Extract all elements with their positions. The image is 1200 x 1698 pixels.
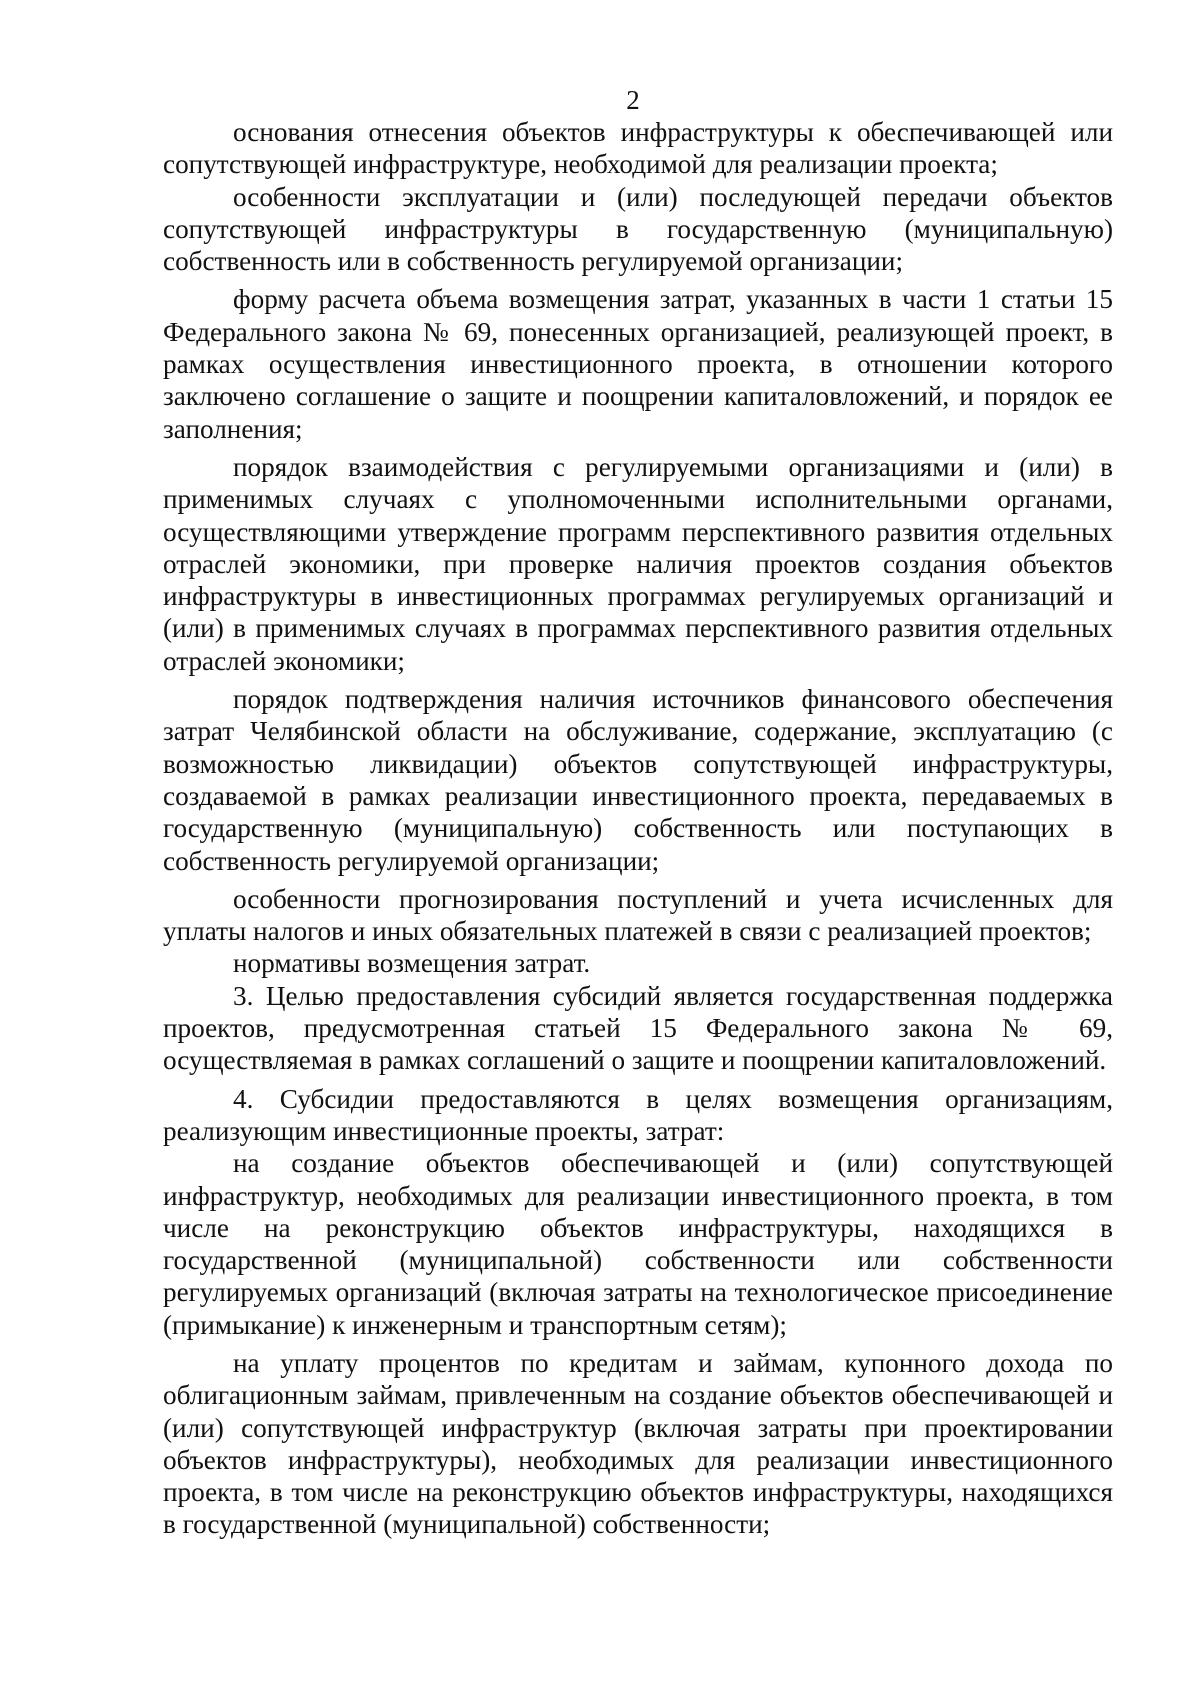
paragraph: особенности прогнозирования поступлений и учета исчисленных для уплаты налогов и иных обязательных платежей в связи с реализацией проектов; [163, 883, 1113, 947]
paragraph: форму расчета объема возмещения затрат, указанных в части 1 статьи 15 Федерального закона № 69, понесенных организацией, реализующей проект, в рамках осуществления инвестиционного проекта, в отношении которого заключено соглашение о защите и поощрении капиталовложений, и порядок ее заполнения; [163, 284, 1113, 444]
paragraph: порядок взаимодействия с регулируемыми организациями и (или) в применимых случаях с уполномоченными исполнительными органами, осуществляющими утверждение программ перспективного развития отдельных отраслей экономики, при проверке наличия проектов создания объектов инфраструктуры в инвестиционных программах регулируемых организаций и (или) в применимых случаях в программах перспективного развития отдельных отраслей экономики; [163, 451, 1113, 676]
paragraph: на создание объектов обеспечивающей и (или) сопутствующей инфраструктур, необходимых для реализации инвестиционного проекта, в том числе на реконструкцию объектов инфраструктуры, находящихся в государственной (муниципальной) собственности или собственности регулируемых организаций (включая затраты на технологическое присоединение (примыкание) к инженерным и транспортным сетям); [163, 1148, 1113, 1340]
paragraph: порядок подтверждения наличия источников финансового обеспечения затрат Челябинской области на обслуживание, содержание, эксплуатацию (с возможностью ликвидации) объектов сопутствующей инфраструктуры, создаваемой в рамках реализации инвестиционного проекта, передаваемых в государственную (муниципальную) собственность или поступающих в собственность регулируемой организации; [163, 684, 1113, 876]
paragraph: основания отнесения объектов инфраструктуры к обеспечивающей или сопутствующей инфраструктуре, необходимой для реализации проекта; [163, 117, 1113, 180]
paragraph: на уплату процентов по кредитам и займам, купонного дохода по облигационным займам, привлеченным на создание объектов обеспечивающей и (или) сопутствующей инфраструктур (включая затраты при проектировании объектов инфраструктуры), необходимых для реализации инвестиционного проекта, в том числе на реконструкцию объектов инфраструктуры, находящихся в государственной (муниципальной) собственности; [163, 1347, 1113, 1540]
paragraph: нормативы возмещения затрат. [233, 948, 591, 979]
paragraph: особенности эксплуатации и (или) последующей передачи объектов сопутствующей инфраструктуры в государственную (муниципальную) собственность или в собственность регулируемой организации; [163, 181, 1113, 277]
document-body [163, 116, 1113, 1541]
paragraph: 3. Целью предоставления субсидий является государственная поддержка проектов, предусмотренная статьей 15 Федерального закона № 69, осуществляемая в рамках соглашений о защите и поощрении капиталовложений. [163, 980, 1113, 1076]
paragraph: 4. Субсидии предоставляются в целях возмещения организациям, реализующим инвестиционные проекты, затрат: [163, 1083, 1113, 1146]
page-number: 2 [626, 85, 640, 115]
